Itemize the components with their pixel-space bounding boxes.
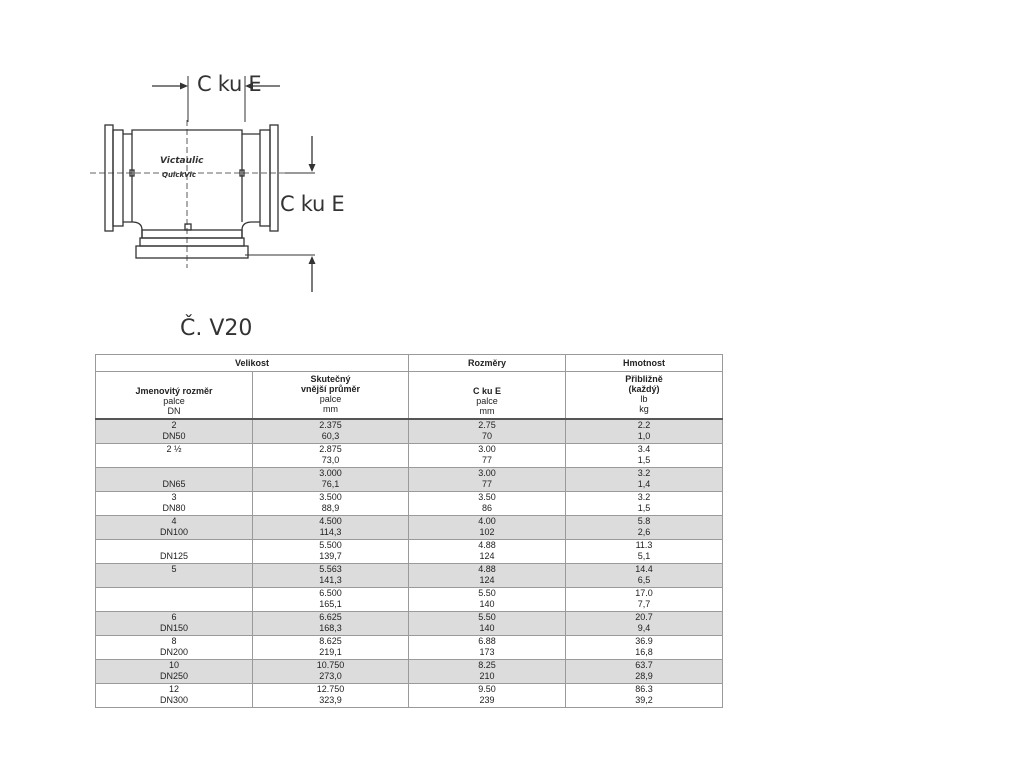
value-imperial [96, 468, 252, 480]
cell-outside-diameter [253, 443, 409, 467]
value-imperial: 10 [168, 659, 179, 670]
value-metric: 168,3 [319, 623, 342, 633]
table-row [96, 443, 723, 467]
group-header-dimensions: Rozměry [409, 355, 566, 372]
table-row [96, 419, 723, 444]
cell-center-to-end [409, 563, 566, 587]
cell-nominal-size [96, 491, 253, 515]
value-imperial: 3.500 [319, 491, 342, 502]
value-imperial: 8 [171, 635, 177, 646]
specification-table [95, 354, 723, 708]
value-imperial: 3.2 [637, 467, 651, 478]
dimension-label-top: C ku E [197, 72, 262, 96]
cell-nominal-size [96, 587, 253, 611]
cell-nominal-size [96, 659, 253, 683]
value-metric: 73,0 [321, 455, 340, 465]
value-imperial: 4.00 [478, 515, 496, 526]
tee-fitting-drawing [90, 60, 350, 300]
cell-weight [566, 587, 723, 611]
value-imperial: 12.750 [316, 683, 345, 694]
cell-outside-diameter [253, 539, 409, 563]
dimension-label-right: C ku E [280, 192, 345, 216]
value-metric: DN80 [162, 503, 186, 513]
cell-outside-diameter [253, 659, 409, 683]
value-imperial: 14.4 [635, 563, 653, 574]
value-metric: 139,7 [319, 551, 342, 561]
value-metric: 173 [479, 647, 495, 657]
header-unit: DN [167, 406, 181, 416]
cell-outside-diameter [253, 563, 409, 587]
value-imperial: 3.00 [478, 467, 496, 478]
cell-nominal-size [96, 539, 253, 563]
value-imperial: 12 [168, 683, 179, 694]
value-metric: DN125 [159, 551, 188, 561]
group-header-size: Velikost [96, 355, 409, 372]
cell-weight [566, 563, 723, 587]
value-metric: 7,7 [637, 599, 651, 609]
value-imperial: 10.750 [316, 659, 345, 670]
value-metric [96, 455, 252, 467]
value-metric: 88,9 [321, 503, 340, 513]
value-imperial: 3.4 [637, 443, 651, 454]
cell-center-to-end [409, 539, 566, 563]
value-imperial: 4.500 [319, 515, 342, 526]
cell-nominal-size [96, 683, 253, 707]
value-imperial: 5.50 [478, 587, 496, 598]
value-metric: 77 [481, 479, 492, 489]
value-imperial: 5.50 [478, 611, 496, 622]
cell-nominal-size [96, 635, 253, 659]
table-row [96, 563, 723, 587]
cell-weight [566, 539, 723, 563]
value-metric: 9,4 [637, 623, 651, 633]
value-metric: 210 [479, 671, 495, 681]
header-label: (každý) [628, 384, 660, 394]
table-row [96, 635, 723, 659]
header-label: Přibližně [625, 374, 663, 384]
table-row [96, 683, 723, 707]
value-imperial: 36.9 [635, 635, 653, 646]
value-metric: 1,5 [637, 455, 651, 465]
value-imperial: 86.3 [635, 683, 653, 694]
value-imperial: 8.625 [319, 635, 342, 646]
cell-center-to-end [409, 515, 566, 539]
value-imperial [96, 540, 252, 552]
value-imperial: 2.875 [319, 443, 342, 454]
cell-center-to-end [409, 611, 566, 635]
cell-center-to-end [409, 683, 566, 707]
product-logo-text: QuickVic [162, 171, 196, 179]
column-header-center-to-end [409, 372, 566, 419]
cell-center-to-end [409, 587, 566, 611]
cell-weight [566, 515, 723, 539]
value-metric: 273,0 [319, 671, 342, 681]
table-row [96, 515, 723, 539]
cell-center-to-end [409, 659, 566, 683]
value-metric: 114,3 [319, 527, 342, 537]
value-metric: 140 [479, 599, 495, 609]
value-metric: DN300 [159, 695, 188, 705]
value-metric: DN65 [162, 479, 186, 489]
value-metric: 5,1 [637, 551, 651, 561]
table-row [96, 611, 723, 635]
cell-weight [566, 419, 723, 444]
value-metric: 16,8 [635, 647, 653, 657]
header-unit: mm [479, 406, 495, 416]
cell-outside-diameter [253, 611, 409, 635]
value-metric: DN200 [159, 647, 188, 657]
value-imperial: 17.0 [635, 587, 653, 598]
cell-center-to-end [409, 491, 566, 515]
value-imperial: 3.50 [478, 491, 496, 502]
cell-center-to-end [409, 419, 566, 444]
cell-outside-diameter [253, 467, 409, 491]
header-unit: mm [323, 404, 338, 414]
value-imperial: 5 [171, 563, 177, 574]
table-row [96, 539, 723, 563]
value-imperial: 2 ½ [166, 443, 182, 454]
value-imperial: 8.25 [478, 659, 496, 670]
value-imperial: 4.88 [478, 563, 496, 574]
value-imperial: 2.375 [319, 419, 342, 430]
value-imperial: 5.8 [637, 515, 651, 526]
table-row [96, 659, 723, 683]
value-imperial: 5.500 [319, 539, 342, 550]
cell-center-to-end [409, 467, 566, 491]
value-metric: 6,5 [637, 575, 651, 585]
value-metric: DN50 [162, 431, 186, 441]
group-header-weight: Hmotnost [566, 355, 723, 372]
cell-weight [566, 491, 723, 515]
column-header-approx-weight [566, 372, 723, 419]
cell-outside-diameter [253, 635, 409, 659]
value-metric: 1,0 [637, 431, 651, 441]
value-metric: DN150 [159, 623, 188, 633]
header-label: C ku E [472, 386, 501, 396]
cell-nominal-size [96, 467, 253, 491]
header-label: Skutečný [310, 374, 351, 384]
cell-weight [566, 611, 723, 635]
value-metric: 76,1 [321, 479, 340, 489]
value-metric: 124 [479, 551, 495, 561]
value-metric: 1,5 [637, 503, 651, 513]
value-metric: 219,1 [319, 647, 342, 657]
value-imperial: 2.75 [478, 419, 496, 430]
cell-nominal-size [96, 515, 253, 539]
value-metric: 124 [479, 575, 495, 585]
value-metric: 239 [479, 695, 495, 705]
header-unit: palce [319, 394, 342, 404]
column-header-row [96, 372, 723, 419]
value-imperial: 63.7 [635, 659, 653, 670]
value-imperial: 20.7 [635, 611, 653, 622]
table-row [96, 587, 723, 611]
value-metric: 70 [481, 431, 492, 441]
column-header-nominal-size [96, 372, 253, 419]
figure-number: Č. V20 [180, 316, 253, 341]
value-imperial [96, 588, 252, 600]
cell-outside-diameter [253, 587, 409, 611]
cell-weight [566, 635, 723, 659]
value-metric: 141,3 [319, 575, 342, 585]
value-metric: 323,9 [319, 695, 342, 705]
value-metric [96, 575, 252, 587]
cell-nominal-size [96, 443, 253, 467]
header-unit: lb [640, 394, 648, 404]
value-metric: 1,4 [637, 479, 651, 489]
value-metric: 140 [479, 623, 495, 633]
value-metric: 77 [481, 455, 492, 465]
value-imperial: 3.00 [478, 443, 496, 454]
table-body [96, 419, 723, 708]
brand-logo-text: Victaulic [160, 156, 204, 166]
group-header-row [96, 355, 723, 372]
cell-center-to-end [409, 443, 566, 467]
value-imperial: 3 [171, 491, 177, 502]
cell-weight [566, 467, 723, 491]
value-imperial: 11.3 [635, 539, 653, 550]
value-metric: 2,6 [637, 527, 651, 537]
header-unit: palce [163, 396, 185, 406]
cell-outside-diameter [253, 491, 409, 515]
value-metric: DN100 [159, 527, 188, 537]
value-imperial: 9.50 [478, 683, 496, 694]
value-metric: 165,1 [319, 599, 342, 609]
value-metric [96, 599, 252, 611]
cell-outside-diameter [253, 683, 409, 707]
cell-weight [566, 443, 723, 467]
table-row [96, 467, 723, 491]
value-imperial: 6.500 [319, 587, 342, 598]
cell-outside-diameter [253, 419, 409, 444]
table-row [96, 491, 723, 515]
value-imperial: 2 [171, 419, 177, 430]
cell-nominal-size [96, 563, 253, 587]
value-imperial: 2.2 [637, 419, 651, 430]
header-label: vnější průměr [300, 384, 361, 394]
cell-outside-diameter [253, 515, 409, 539]
cell-nominal-size [96, 611, 253, 635]
cell-center-to-end [409, 635, 566, 659]
value-metric: 39,2 [635, 695, 653, 705]
value-imperial: 6 [171, 611, 177, 622]
value-imperial: 6.88 [478, 635, 496, 646]
value-imperial: 6.625 [319, 611, 342, 622]
header-label: Jmenovitý rozměr [135, 386, 213, 396]
value-imperial: 3.2 [637, 491, 651, 502]
cell-weight [566, 659, 723, 683]
column-header-actual-od [253, 372, 409, 419]
header-unit: palce [476, 396, 498, 406]
cell-nominal-size [96, 419, 253, 444]
value-metric: 102 [479, 527, 495, 537]
value-metric: 28,9 [635, 671, 653, 681]
value-imperial: 3.000 [319, 467, 342, 478]
header-unit: kg [639, 404, 649, 414]
value-imperial: 4 [171, 515, 177, 526]
value-metric: DN250 [159, 671, 188, 681]
value-metric: 60,3 [321, 431, 340, 441]
value-imperial: 5.563 [319, 563, 342, 574]
value-imperial: 4.88 [478, 539, 496, 550]
value-metric: 86 [481, 503, 492, 513]
cell-weight [566, 683, 723, 707]
